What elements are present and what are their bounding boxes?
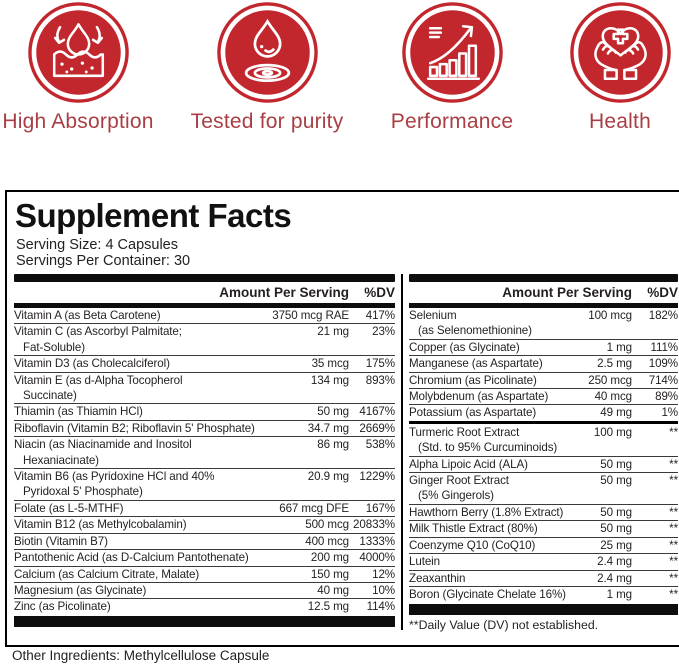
nutrient-name: Calcium (as Calcium Citrate, Malate)	[14, 567, 200, 581]
facts-column-left	[14, 274, 395, 630]
table-row	[14, 373, 395, 405]
column-header-right	[409, 282, 678, 302]
nutrient-amount: 21 mg	[317, 325, 349, 339]
nutrient-dv: 20833%	[353, 518, 395, 532]
performance-badge	[357, 2, 547, 134]
nutrient-amount: 100 mcg	[588, 309, 632, 322]
nutrient-name: Vitamin E (as d-Alpha Tocopherol	[14, 373, 183, 387]
nutrient-name: Molybdenum (as Aspartate)	[409, 390, 549, 404]
nutrient-dv: 10%	[372, 583, 395, 597]
nutrient-dv: 175%	[365, 357, 395, 371]
table-row	[14, 421, 395, 437]
nutrient-dv: 1%	[661, 406, 678, 420]
nutrient-dv: 417%	[365, 309, 395, 322]
nutrient-amount: 1 mg	[606, 587, 632, 601]
table-row	[14, 437, 395, 469]
dv-footnote: **Daily Value (DV) not established.	[409, 618, 599, 633]
nutrient-dv: **	[669, 555, 678, 569]
health-badge	[525, 2, 679, 134]
table-row	[409, 521, 678, 537]
nutrient-name: Vitamin B12 (as Methylcobalamin)	[14, 518, 187, 532]
nutrient-name: Vitamin B6 (as Pyridoxine HCl and 40%	[14, 470, 215, 484]
performance-chart-icon	[402, 2, 503, 103]
nutrient-name: Riboflavin (Vitamin B2; Riboflavin 5' Phosphate)	[14, 421, 255, 435]
table-row	[409, 356, 678, 372]
nutrient-amount: 40 mg	[317, 583, 349, 597]
header-dv-label: %DV	[647, 285, 678, 300]
nutrient-amount: 12.5 mg	[307, 600, 349, 614]
nutrient-name: Vitamin A (as Beta Carotene)	[14, 309, 161, 322]
nutrient-rows-left	[14, 308, 395, 615]
nutrient-dv: 714%	[648, 373, 678, 387]
table-row	[409, 425, 678, 457]
nutrient-amount: 250 mcg	[588, 373, 632, 387]
tested-for-purity-badge	[172, 2, 362, 134]
table-row	[409, 587, 678, 602]
column-header-left	[14, 282, 395, 302]
nutrient-dv: 2669%	[359, 421, 395, 435]
nutrient-dv: 23%	[372, 325, 395, 339]
nutrient-name-line2: Pyridoxal 5' Phosphate)	[23, 485, 143, 499]
header-amount-label: Amount Per Serving	[502, 285, 632, 300]
nutrient-name: Hawthorn Berry (1.8% Extract)	[409, 505, 564, 519]
nutrient-dv: **	[669, 587, 678, 601]
nutrient-name: Vitamin D3 (as Cholecalciferol)	[14, 357, 170, 371]
table-row	[409, 473, 678, 505]
nutrient-name-line2: Succinate)	[23, 389, 77, 403]
nutrient-amount: 134 mg	[310, 373, 349, 387]
nutrient-name-line2: (as Selenomethionine)	[418, 324, 532, 338]
divider-bar	[14, 616, 395, 627]
nutrient-name: Alpha Lipoic Acid (ALA)	[409, 457, 528, 471]
nutrient-amount: 25 mg	[600, 538, 632, 552]
nutrient-name: Ginger Root Extract	[409, 474, 509, 488]
divider-bar	[409, 604, 678, 615]
nutrient-name: Potassium (as Aspartate)	[409, 406, 537, 420]
nutrient-dv: **	[669, 425, 678, 439]
nutrient-name-line2: Hexaniacinate)	[23, 453, 99, 467]
nutrient-amount: 86 mg	[317, 438, 349, 452]
divider-bar	[409, 274, 678, 282]
nutrient-dv: 538%	[365, 438, 395, 452]
table-row	[409, 373, 678, 389]
nutrient-name: Magnesium (as Glycinate)	[14, 583, 147, 597]
nutrient-name: Chromium (as Picolinate)	[409, 373, 537, 387]
nutrient-amount: 34.7 mg	[307, 421, 349, 435]
panel-title: Supplement Facts	[15, 197, 292, 234]
nutrient-dv: 4000%	[359, 551, 395, 565]
nutrient-amount: 49 mg	[600, 406, 632, 420]
nutrient-name-line2: (5% Gingerols)	[418, 489, 494, 503]
nutrient-amount: 2.5 mg	[597, 357, 632, 371]
nutrient-dv: **	[669, 522, 678, 536]
high-absorption-badge	[0, 2, 173, 134]
nutrient-name: Vitamin C (as Ascorbyl Palmitate;	[14, 325, 182, 339]
facts-column-right	[401, 274, 678, 633]
nutrient-dv: 114%	[366, 600, 395, 614]
nutrient-amount: 500 mcg	[305, 518, 349, 532]
nutrient-name: Zeaxanthin	[409, 571, 466, 585]
servings-per-container: Servings Per Container: 30	[16, 253, 191, 269]
nutrient-amount: 1 mg	[606, 340, 632, 354]
absorption-icon	[28, 2, 129, 103]
nutrient-amount: 50 mg	[600, 474, 632, 488]
divider-bar	[14, 274, 395, 282]
nutrient-name: Thiamin (as Thiamin HCl)	[14, 405, 143, 419]
purity-drop-icon	[217, 2, 318, 103]
nutrient-amount: 35 mcg	[311, 357, 349, 371]
nutrient-dv: 12%	[372, 567, 395, 581]
table-row	[14, 534, 395, 550]
nutrient-name: Coenzyme Q10 (CoQ10)	[409, 538, 536, 552]
header-dv-label: %DV	[364, 285, 395, 300]
nutrient-amount: 50 mg	[600, 522, 632, 536]
nutrient-name: Boron (Glycinate Chelate 16%)	[409, 587, 566, 601]
nutrient-dv: 1229%	[359, 470, 395, 484]
table-row	[14, 308, 395, 324]
table-row	[14, 517, 395, 533]
supplement-facts-panel	[5, 190, 679, 647]
nutrient-name: Copper (as Glycinate)	[409, 340, 520, 354]
table-row	[409, 505, 678, 521]
nutrient-name-line2: (Std. to 95% Curcuminoids)	[418, 441, 558, 455]
facts-columns	[14, 274, 678, 633]
nutrient-dv: **	[669, 505, 678, 519]
table-row	[14, 501, 395, 517]
table-row	[409, 457, 678, 473]
table-row	[409, 538, 678, 554]
header-amount-label: Amount Per Serving	[219, 285, 349, 300]
nutrient-rows-right-botanicals	[409, 425, 678, 602]
feature-label: Performance	[390, 110, 514, 133]
table-row	[14, 356, 395, 372]
nutrient-amount: 20.9 mg	[307, 470, 349, 484]
nutrient-rows-right-minerals	[409, 308, 678, 421]
nutrient-name: Niacin (as Niacinamide and Inositol	[14, 438, 192, 452]
table-row	[14, 599, 395, 614]
nutrient-amount: 50 mg	[600, 505, 632, 519]
nutrient-dv: **	[669, 474, 678, 488]
nutrient-amount: 50 mg	[600, 457, 632, 471]
nutrient-dv: 109%	[648, 357, 678, 371]
table-row	[409, 571, 678, 587]
table-row	[409, 405, 678, 420]
nutrient-name: Manganese (as Aspartate)	[409, 357, 543, 371]
table-row	[409, 308, 678, 340]
nutrient-amount: 50 mg	[317, 405, 349, 419]
nutrient-dv: 893%	[365, 373, 395, 387]
nutrient-name: Pantothenic Acid (as D-Calcium Pantothenate)	[14, 551, 249, 565]
nutrient-dv: 4167%	[359, 405, 395, 419]
health-hands-heart-icon	[570, 2, 671, 103]
nutrient-name: Biotin (Vitamin B7)	[14, 534, 108, 548]
table-row	[409, 389, 678, 405]
nutrient-dv: **	[669, 538, 678, 552]
serving-size: Serving Size: 4 Capsules	[16, 237, 178, 253]
nutrient-amount: 3750 mcg RAE	[272, 309, 349, 322]
table-row	[409, 340, 678, 356]
feature-label: High Absorption	[2, 110, 154, 133]
nutrient-name: Turmeric Root Extract	[409, 425, 520, 439]
nutrient-amount: 150 mg	[310, 567, 349, 581]
nutrient-amount: 40 mcg	[594, 390, 632, 404]
table-row	[14, 404, 395, 420]
feature-label: Tested for purity	[190, 110, 344, 133]
nutrient-name: Milk Thistle Extract (80%)	[409, 522, 538, 536]
nutrient-amount: 2.4 mg	[597, 555, 632, 569]
nutrient-dv: **	[669, 571, 678, 585]
nutrient-amount: 2.4 mg	[597, 571, 632, 585]
nutrient-amount: 667 mcg DFE	[279, 501, 349, 515]
table-row	[14, 469, 395, 501]
table-row	[14, 550, 395, 566]
nutrient-name: Folate (as L-5-MTHF)	[14, 501, 124, 515]
divider-bar	[409, 421, 678, 424]
nutrient-dv: 182%	[648, 309, 678, 322]
feature-label: Health	[589, 110, 651, 133]
table-row	[14, 324, 395, 356]
nutrient-name: Selenium	[409, 309, 457, 322]
nutrient-dv: 111%	[650, 340, 678, 354]
feature-badges-row	[0, 0, 679, 150]
nutrient-name: Lutein	[409, 555, 440, 569]
nutrient-dv: 1333%	[359, 534, 395, 548]
nutrient-dv: **	[669, 457, 678, 471]
table-row	[14, 583, 395, 599]
nutrient-dv: 89%	[655, 390, 678, 404]
nutrient-name: Zinc (as Picolinate)	[14, 600, 111, 614]
nutrient-amount: 200 mg	[310, 551, 349, 565]
nutrient-amount: 400 mcg	[305, 534, 349, 548]
table-row	[409, 554, 678, 570]
nutrient-dv: 167%	[365, 501, 395, 515]
other-ingredients-note: Other Ingredients: Methylcellulose Capsule	[12, 648, 270, 663]
nutrient-amount: 100 mg	[593, 425, 632, 439]
nutrient-name-line2: Fat-Soluble)	[23, 340, 85, 354]
table-row	[14, 567, 395, 583]
